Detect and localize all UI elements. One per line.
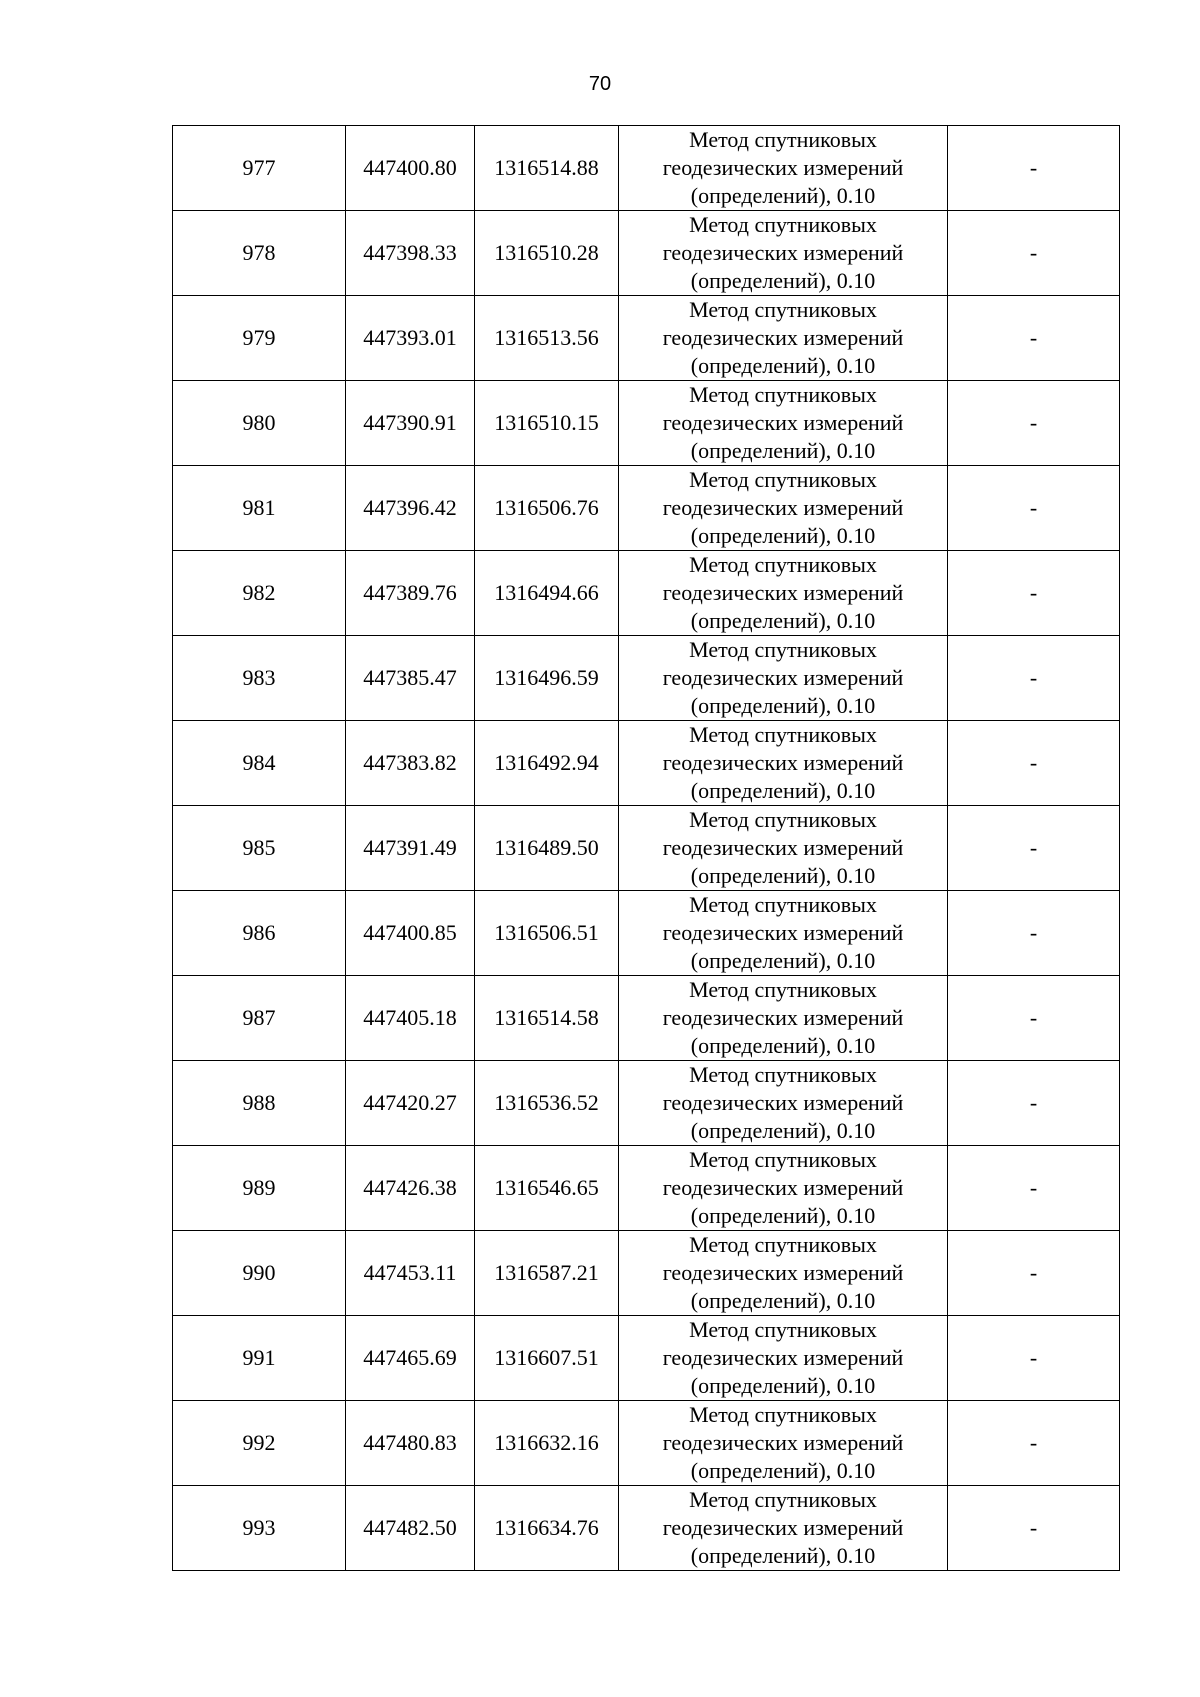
y-coordinate-cell: 1316506.76 (475, 466, 619, 551)
y-coordinate-cell: 1316506.51 (475, 891, 619, 976)
method-accuracy-cell (619, 211, 948, 296)
point-number-cell: 983 (173, 636, 346, 721)
note-cell: - (948, 976, 1120, 1061)
table-row (173, 1401, 1120, 1486)
method-accuracy-cell (619, 721, 948, 806)
x-coordinate-cell: 447393.01 (346, 296, 475, 381)
note-cell: - (948, 466, 1120, 551)
x-coordinate-cell: 447400.80 (346, 126, 475, 211)
page-number: 70 (588, 73, 612, 95)
point-number-cell: 987 (173, 976, 346, 1061)
y-coordinate-cell: 1316632.16 (475, 1401, 619, 1486)
method-line: (определений), 0.10 (690, 863, 876, 888)
method-line: Метод спутниковых (689, 297, 877, 322)
method-line: Метод спутниковых (689, 722, 877, 747)
x-coordinate-cell: 447391.49 (346, 806, 475, 891)
method-line: Метод спутниковых (689, 212, 877, 237)
point-number-cell: 980 (173, 381, 346, 466)
table-row (173, 976, 1120, 1061)
method-accuracy-cell (619, 1401, 948, 1486)
method-line: геодезических измерений (662, 1345, 904, 1370)
x-coordinate-cell: 447453.11 (346, 1231, 475, 1316)
note-cell: - (948, 296, 1120, 381)
x-coordinate-cell: 447426.38 (346, 1146, 475, 1231)
method-line: Метод спутниковых (689, 382, 877, 407)
method-line: Метод спутниковых (689, 1402, 877, 1427)
method-line: (определений), 0.10 (690, 353, 876, 378)
method-accuracy-cell (619, 976, 948, 1061)
method-line: геодезических измерений (662, 1260, 904, 1285)
y-coordinate-cell: 1316510.28 (475, 211, 619, 296)
method-accuracy-cell (619, 636, 948, 721)
table-row (173, 1231, 1120, 1316)
note-cell: - (948, 551, 1120, 636)
method-accuracy-cell (619, 1146, 948, 1231)
note-cell: - (948, 1401, 1120, 1486)
x-coordinate-cell: 447405.18 (346, 976, 475, 1061)
method-line: Метод спутниковых (689, 637, 877, 662)
method-line: (определений), 0.10 (690, 693, 876, 718)
method-line: Метод спутниковых (689, 1317, 877, 1342)
y-coordinate-cell: 1316489.50 (475, 806, 619, 891)
x-coordinate-cell: 447389.76 (346, 551, 475, 636)
point-number-cell: 982 (173, 551, 346, 636)
method-line: (определений), 0.10 (690, 183, 876, 208)
method-accuracy-cell (619, 1486, 948, 1571)
method-line: геодезических измерений (662, 1090, 904, 1115)
y-coordinate-cell: 1316494.66 (475, 551, 619, 636)
method-accuracy-cell (619, 126, 948, 211)
x-coordinate-cell: 447383.82 (346, 721, 475, 806)
note-cell: - (948, 1231, 1120, 1316)
coordinates-table-body (173, 126, 1120, 1571)
method-line: Метод спутниковых (689, 127, 877, 152)
method-accuracy-cell (619, 1061, 948, 1146)
method-line: Метод спутниковых (689, 892, 877, 917)
method-line: геодезических измерений (662, 920, 904, 945)
method-line: геодезических измерений (662, 665, 904, 690)
method-line: (определений), 0.10 (690, 438, 876, 463)
method-line: геодезических измерений (662, 1430, 904, 1455)
point-number-cell: 986 (173, 891, 346, 976)
y-coordinate-cell: 1316514.58 (475, 976, 619, 1061)
method-accuracy-cell (619, 381, 948, 466)
table-row (173, 296, 1120, 381)
x-coordinate-cell: 447420.27 (346, 1061, 475, 1146)
method-line: Метод спутниковых (689, 1062, 877, 1087)
table-row (173, 126, 1120, 211)
method-line: Метод спутниковых (689, 467, 877, 492)
method-line: геодезических измерений (662, 1005, 904, 1030)
point-number-cell: 992 (173, 1401, 346, 1486)
method-accuracy-cell (619, 806, 948, 891)
method-line: Метод спутниковых (689, 1147, 877, 1172)
note-cell: - (948, 381, 1120, 466)
method-line: (определений), 0.10 (690, 1118, 876, 1143)
method-line: (определений), 0.10 (690, 523, 876, 548)
y-coordinate-cell: 1316546.65 (475, 1146, 619, 1231)
note-cell: - (948, 1486, 1120, 1571)
method-line: геодезических измерений (662, 325, 904, 350)
method-line: (определений), 0.10 (690, 1203, 876, 1228)
x-coordinate-cell: 447482.50 (346, 1486, 475, 1571)
method-line: Метод спутниковых (689, 1232, 877, 1257)
note-cell: - (948, 891, 1120, 976)
method-line: Метод спутниковых (689, 1487, 877, 1512)
x-coordinate-cell: 447465.69 (346, 1316, 475, 1401)
y-coordinate-cell: 1316536.52 (475, 1061, 619, 1146)
method-line: (определений), 0.10 (690, 1458, 876, 1483)
x-coordinate-cell: 447398.33 (346, 211, 475, 296)
table-row (173, 1486, 1120, 1571)
method-line: геодезических измерений (662, 410, 904, 435)
x-coordinate-cell: 447390.91 (346, 381, 475, 466)
table-row (173, 721, 1120, 806)
method-accuracy-cell (619, 466, 948, 551)
note-cell: - (948, 1061, 1120, 1146)
y-coordinate-cell: 1316492.94 (475, 721, 619, 806)
coordinates-table (172, 125, 1120, 1571)
method-accuracy-cell (619, 1231, 948, 1316)
table-row (173, 466, 1120, 551)
x-coordinate-cell: 447396.42 (346, 466, 475, 551)
note-cell: - (948, 806, 1120, 891)
table-row (173, 1316, 1120, 1401)
point-number-cell: 989 (173, 1146, 346, 1231)
table-row (173, 381, 1120, 466)
note-cell: - (948, 1146, 1120, 1231)
method-line: геодезических измерений (662, 1515, 904, 1540)
x-coordinate-cell: 447400.85 (346, 891, 475, 976)
method-accuracy-cell (619, 296, 948, 381)
method-line: Метод спутниковых (689, 552, 877, 577)
y-coordinate-cell: 1316634.76 (475, 1486, 619, 1571)
table-row (173, 1146, 1120, 1231)
y-coordinate-cell: 1316607.51 (475, 1316, 619, 1401)
method-line: Метод спутниковых (689, 807, 877, 832)
point-number-cell: 984 (173, 721, 346, 806)
method-line: (определений), 0.10 (690, 608, 876, 633)
method-line: геодезических измерений (662, 1175, 904, 1200)
table-row (173, 636, 1120, 721)
y-coordinate-cell: 1316513.56 (475, 296, 619, 381)
method-line: Метод спутниковых (689, 977, 877, 1002)
method-line: (определений), 0.10 (690, 1543, 876, 1568)
x-coordinate-cell: 447480.83 (346, 1401, 475, 1486)
method-line: (определений), 0.10 (690, 778, 876, 803)
note-cell: - (948, 126, 1120, 211)
method-line: (определений), 0.10 (690, 948, 876, 973)
note-cell: - (948, 636, 1120, 721)
method-line: геодезических измерений (662, 155, 904, 180)
table-row (173, 1061, 1120, 1146)
method-line: геодезических измерений (662, 495, 904, 520)
method-accuracy-cell (619, 1316, 948, 1401)
y-coordinate-cell: 1316496.59 (475, 636, 619, 721)
method-line: (определений), 0.10 (690, 1033, 876, 1058)
method-line: (определений), 0.10 (690, 1373, 876, 1398)
table-row (173, 891, 1120, 976)
method-line: геодезических измерений (662, 835, 904, 860)
point-number-cell: 993 (173, 1486, 346, 1571)
note-cell: - (948, 721, 1120, 806)
point-number-cell: 991 (173, 1316, 346, 1401)
method-line: геодезических измерений (662, 580, 904, 605)
point-number-cell: 978 (173, 211, 346, 296)
note-cell: - (948, 1316, 1120, 1401)
point-number-cell: 981 (173, 466, 346, 551)
method-accuracy-cell (619, 551, 948, 636)
point-number-cell: 985 (173, 806, 346, 891)
point-number-cell: 977 (173, 126, 346, 211)
table-row (173, 806, 1120, 891)
y-coordinate-cell: 1316510.15 (475, 381, 619, 466)
method-line: (определений), 0.10 (690, 1288, 876, 1313)
point-number-cell: 988 (173, 1061, 346, 1146)
point-number-cell: 990 (173, 1231, 346, 1316)
method-line: геодезических измерений (662, 750, 904, 775)
y-coordinate-cell: 1316514.88 (475, 126, 619, 211)
table-row (173, 551, 1120, 636)
point-number-cell: 979 (173, 296, 346, 381)
method-line: (определений), 0.10 (690, 268, 876, 293)
method-accuracy-cell (619, 891, 948, 976)
table-row (173, 211, 1120, 296)
x-coordinate-cell: 447385.47 (346, 636, 475, 721)
method-line: геодезических измерений (662, 240, 904, 265)
y-coordinate-cell: 1316587.21 (475, 1231, 619, 1316)
note-cell: - (948, 211, 1120, 296)
